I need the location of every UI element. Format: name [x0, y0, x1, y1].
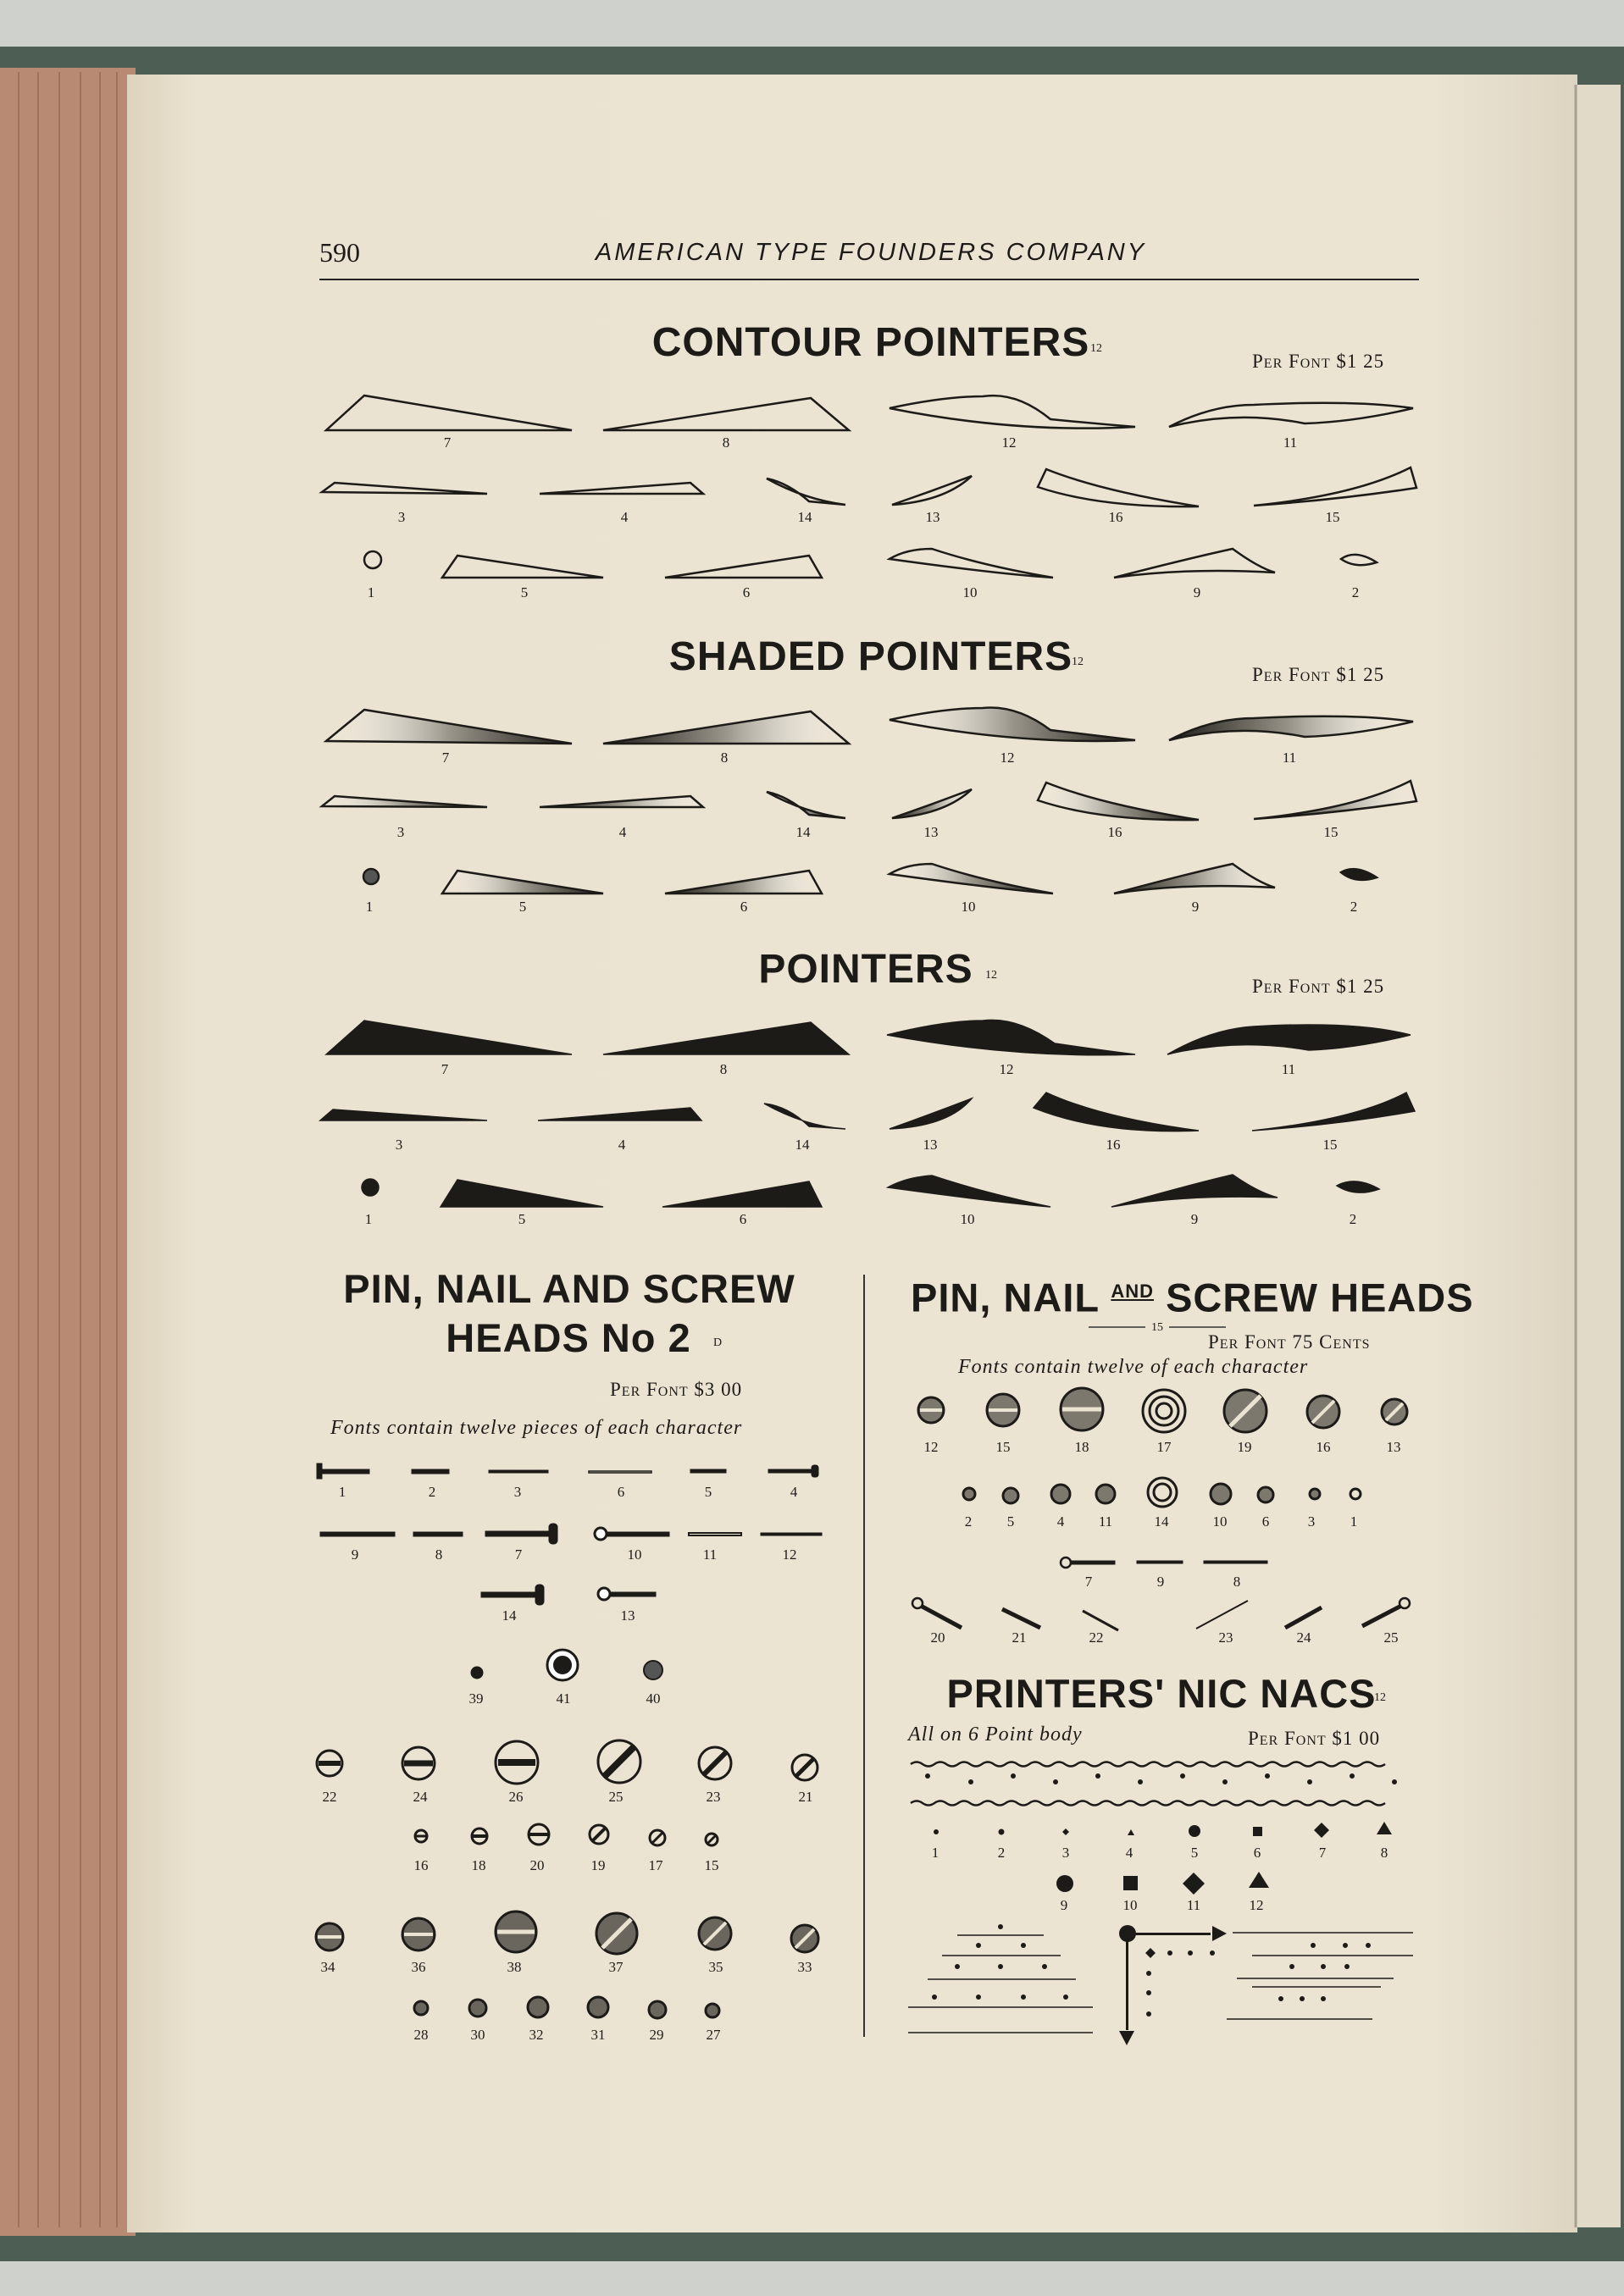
specimen-label: 5: [1006, 1513, 1015, 1530]
heads2-note: Fonts contain twelve pieces of each character: [330, 1417, 743, 1439]
contour-pointers-size: 12: [1090, 342, 1102, 355]
heads2-title-line1: PIN, NAIL AND SCREW: [343, 1266, 795, 1311]
specimen-label: 11: [1282, 750, 1297, 766]
specimen-label: 9: [351, 1546, 359, 1563]
contour-pointers-price: Per Font $1 25: [1252, 351, 1385, 372]
specimen-label: 3: [396, 824, 405, 840]
specimen-label: 37: [608, 1959, 624, 1975]
specimen-label: 24: [413, 1789, 428, 1805]
specimen-label: 4: [618, 824, 627, 840]
specimen-label: 16: [413, 1857, 429, 1873]
specimen-label: 1: [367, 584, 375, 600]
heads-price: Per Font 75 Cents: [1208, 1331, 1371, 1353]
specimen-label: 2: [428, 1484, 436, 1500]
specimen-label: 25: [608, 1789, 624, 1805]
specimen-label: 28: [413, 2027, 429, 2043]
specimen-label: 15: [995, 1439, 1011, 1455]
specimen-label: 32: [529, 2027, 544, 2043]
specimen-label: 22: [1089, 1629, 1104, 1646]
running-head: AMERICAN TYPE FOUNDERS COMPANY: [595, 239, 1147, 266]
pointers-price: Per Font $1 25: [1252, 976, 1385, 997]
specimen-label: 12: [923, 1439, 939, 1455]
nic-nacs-title: PRINTERS' NIC NACS: [946, 1671, 1377, 1716]
specimen-label: 33: [797, 1959, 812, 1975]
specimen-label: 6: [739, 1211, 747, 1227]
specimen-label: 1: [364, 1211, 373, 1227]
specimen-label: 3: [395, 1137, 403, 1153]
specimen-label: 6: [617, 1484, 625, 1500]
specimen-label: 40: [646, 1690, 661, 1707]
specimen-label: 34: [320, 1959, 335, 1975]
specimen-label: 5: [1190, 1845, 1199, 1861]
specimen-label: 9: [1190, 1211, 1199, 1227]
specimen-label: 5: [520, 584, 529, 600]
specimen-label: 11: [702, 1546, 718, 1563]
specimen-label: 11: [1281, 1061, 1296, 1077]
specimen-label: 19: [1237, 1439, 1252, 1455]
specimen-label: 6: [740, 899, 748, 915]
contour-pointers-title: CONTOUR POINTERS: [651, 320, 1090, 365]
specimen-label: 8: [719, 1061, 728, 1077]
specimen-label: 20: [930, 1629, 945, 1646]
specimen-label: 1: [338, 1484, 346, 1500]
specimen-label: 1: [1350, 1513, 1358, 1530]
specimen-label: 16: [1108, 509, 1123, 525]
specimen-label: 6: [742, 584, 751, 600]
specimen-label: 18: [471, 1857, 486, 1873]
specimen-label: 18: [1074, 1439, 1089, 1455]
page-number: 590: [319, 237, 360, 268]
specimen-label: 10: [961, 899, 976, 915]
specimen-label: 14: [795, 1137, 810, 1153]
heads-note: Fonts contain twelve of each character: [958, 1356, 1309, 1378]
specimen-label: 10: [1122, 1897, 1138, 1913]
specimen-label: 19: [590, 1857, 606, 1873]
specimen-label: 12: [999, 1061, 1014, 1077]
specimen-label: 7: [441, 750, 450, 766]
specimen-label: 15: [1325, 509, 1340, 525]
specimen-label: 1: [365, 899, 374, 915]
specimen-label: 11: [1098, 1513, 1113, 1530]
specimen-label: 11: [1186, 1897, 1201, 1913]
specimen-label: 7: [443, 434, 452, 451]
specimen-label: 13: [923, 824, 939, 840]
specimen-label: 15: [1323, 824, 1339, 840]
specimen-label: 13: [620, 1607, 635, 1624]
heads-size: 15: [1151, 1321, 1163, 1334]
specimen-label: 21: [798, 1789, 813, 1805]
specimen-label: 9: [1156, 1574, 1165, 1590]
specimen-label: 7: [514, 1546, 523, 1563]
specimen-label: 12: [782, 1546, 797, 1563]
specimen-label: 13: [923, 1137, 938, 1153]
specimen-label: 35: [708, 1959, 723, 1975]
specimen-label: 8: [435, 1546, 443, 1563]
specimen-label: 2: [964, 1513, 973, 1530]
specimen-label: 6: [1261, 1513, 1270, 1530]
specimen-label: 9: [1193, 584, 1201, 600]
specimen-label: 12: [1000, 750, 1015, 766]
specimen-label: 3: [513, 1484, 522, 1500]
specimen-label: 2: [1349, 1211, 1357, 1227]
specimen-label: 8: [1233, 1574, 1241, 1590]
specimen-label: 22: [322, 1789, 337, 1805]
specimen-label: 25: [1383, 1629, 1399, 1646]
specimen-label: 3: [1307, 1513, 1316, 1530]
specimen-label: 6: [1253, 1845, 1261, 1861]
specimen-label: 2: [1350, 899, 1358, 915]
specimen-label: 20: [529, 1857, 545, 1873]
specimen-label: 3: [397, 509, 406, 525]
specimen-label: 31: [590, 2027, 606, 2043]
heads2-price: Per Font $3 00: [610, 1379, 743, 1400]
specimen-label: 4: [618, 1137, 626, 1153]
specimen-label: 23: [706, 1789, 721, 1805]
specimen-label: 4: [790, 1484, 798, 1500]
specimen-label: 1: [931, 1845, 939, 1861]
specimen-label: 26: [508, 1789, 524, 1805]
specimen-label: 39: [468, 1690, 484, 1707]
specimen-label: 5: [518, 899, 527, 915]
specimen-label: 10: [627, 1546, 642, 1563]
specimen-label: 38: [507, 1959, 522, 1975]
specimen-label: 24: [1296, 1629, 1311, 1646]
specimen-label: 14: [795, 824, 811, 840]
pointers-title: POINTERS: [758, 947, 973, 992]
specimen-label: 2: [1351, 584, 1360, 600]
specimen-label: 9: [1191, 899, 1200, 915]
specimen-label: 2: [997, 1845, 1006, 1861]
specimen-label: 12: [1001, 434, 1017, 451]
nic-nacs-price: Per Font $1 00: [1248, 1728, 1381, 1749]
specimen-label: 5: [518, 1211, 526, 1227]
heads-title-post: SCREW HEADS: [1166, 1275, 1474, 1320]
specimen-label: 30: [470, 2027, 485, 2043]
nic-nacs-note: All on 6 Point body: [908, 1723, 1083, 1746]
specimen-label: 7: [1084, 1574, 1093, 1590]
specimen-label: 5: [704, 1484, 712, 1500]
heads-title-pre: PIN, NAIL: [911, 1275, 1100, 1320]
specimen-label: 17: [648, 1857, 663, 1873]
specimen-label: 8: [722, 434, 730, 451]
heads-title-and: AND: [1111, 1281, 1155, 1302]
specimen-label: 29: [649, 2027, 664, 2043]
specimen-label: 13: [925, 509, 940, 525]
specimen-label: 21: [1012, 1629, 1027, 1646]
specimen-label: 14: [797, 509, 812, 525]
specimen-label: 13: [1386, 1439, 1401, 1455]
specimen-label: 7: [1318, 1845, 1327, 1861]
specimen-label: 16: [1106, 1137, 1121, 1153]
specimen-label: 12: [1249, 1897, 1264, 1913]
specimen-label: 4: [620, 509, 629, 525]
specimen-label: 10: [1212, 1513, 1228, 1530]
specimen-label: 36: [411, 1959, 426, 1975]
specimen-label: 8: [1380, 1845, 1388, 1861]
specimen-label: 9: [1060, 1897, 1068, 1913]
shaded-pointers-title: SHADED POINTERS: [668, 634, 1073, 679]
specimen-label: 11: [1283, 434, 1298, 451]
specimen-label: 15: [1322, 1137, 1338, 1153]
specimen-label: 3: [1061, 1845, 1070, 1861]
specimen-label: 27: [706, 2027, 721, 2043]
specimen-label: 15: [704, 1857, 719, 1873]
specimen-label: 17: [1156, 1439, 1172, 1455]
nic-nacs-size: 12: [1374, 1691, 1386, 1704]
specimen-label: 23: [1218, 1629, 1233, 1646]
specimen-label: 4: [1056, 1513, 1065, 1530]
heads2-title-line2: HEADS No 2: [446, 1315, 691, 1360]
specimen-label: 8: [720, 750, 729, 766]
specimen-label: 10: [960, 1211, 975, 1227]
specimen-label: 4: [1125, 1845, 1133, 1861]
shaded-pointers-size: 12: [1072, 656, 1084, 668]
specimen-label: 16: [1316, 1439, 1331, 1455]
specimen-label: 7: [441, 1061, 449, 1077]
shaded-pointers-price: Per Font $1 25: [1252, 664, 1385, 685]
specimen-label: 16: [1107, 824, 1122, 840]
specimen-label: 10: [962, 584, 978, 600]
specimen-label: 14: [1154, 1513, 1169, 1530]
specimen-label: 14: [502, 1607, 517, 1624]
pointers-size: 12: [985, 969, 997, 982]
specimen-label: 41: [556, 1690, 571, 1707]
heads2-size: D: [713, 1336, 723, 1349]
